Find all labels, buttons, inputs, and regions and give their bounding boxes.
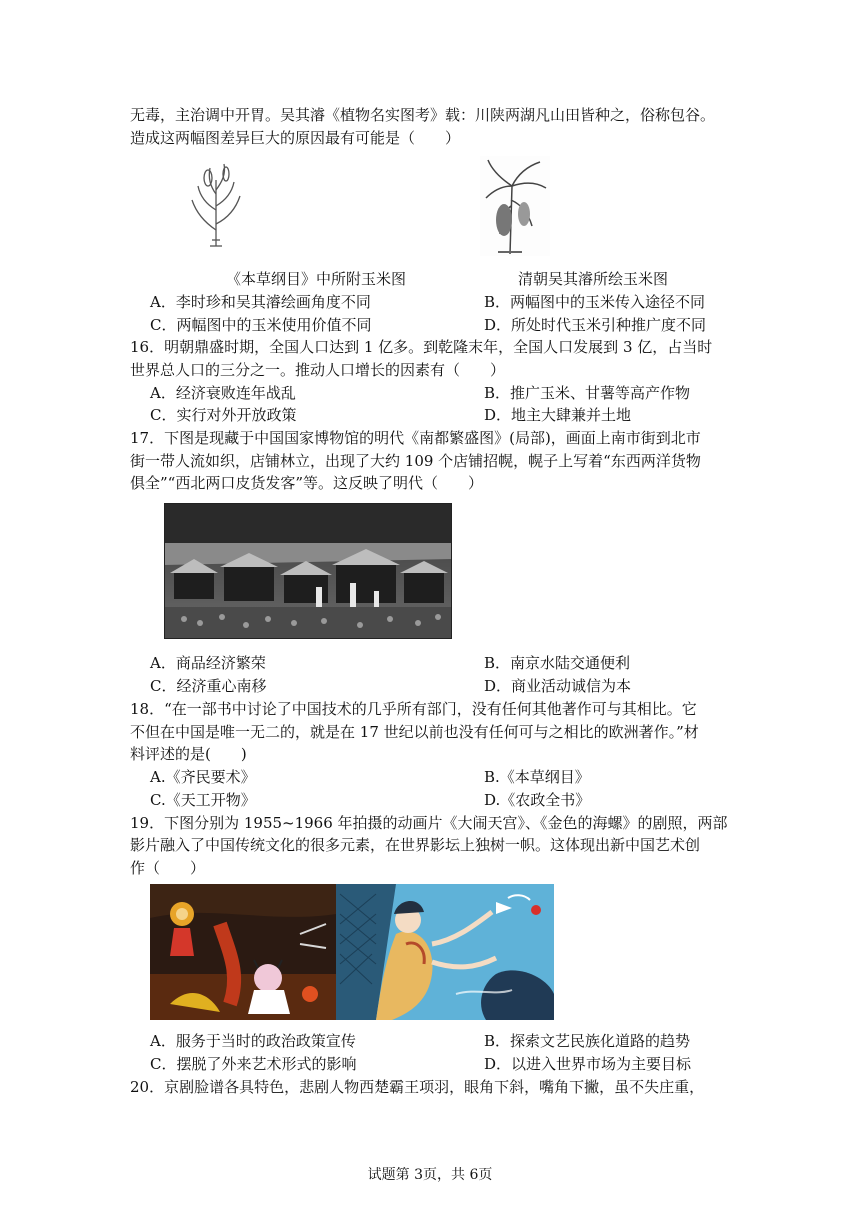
q19-option-d[interactable]: D．以进入世界市场为主要目标 bbox=[484, 1055, 692, 1073]
q19-option-b[interactable]: B．探索文艺民族化道路的趋势 bbox=[484, 1032, 691, 1050]
q16-line-1: 16．明朝鼎盛时期，全国人口达到 1 亿多。到乾隆末年，全国人口发展到 3 亿，占当时 bbox=[130, 338, 713, 356]
q18-line-1: 18．“在一部书中讨论了中国技术的几乎所有部门，没有任何其他著作可与其相比。它 bbox=[130, 700, 697, 718]
q17-option-d[interactable]: D．商业活动诚信为本 bbox=[484, 677, 632, 695]
q15-line-1: 无毒，主治调中开胃。吴其濬《植物名实图考》载：川陕两湖凡山田皆种之，俗称包谷。 bbox=[130, 106, 716, 124]
q15-option-d[interactable]: D．所处时代玉米引种推广度不同 bbox=[484, 316, 707, 334]
bencao-corn-figure bbox=[186, 160, 246, 248]
wuqijun-corn-figure bbox=[480, 156, 550, 256]
q19-option-c[interactable]: C．摆脱了外来艺术形式的影响 bbox=[150, 1055, 357, 1073]
q17-line-2: 街一带人流如织，店铺林立，出现了大约 109 个店铺招幌，幌子上写着“东西两洋货物 bbox=[130, 452, 701, 470]
q19-option-a[interactable]: A．服务于当时的政治政策宣传 bbox=[150, 1032, 356, 1050]
q16-option-a[interactable]: A．经济衰败连年战乱 bbox=[150, 384, 296, 402]
q17-line-3: 俱全”“西北两口皮货发客”等。这反映了明代（ ） bbox=[130, 474, 484, 492]
q16-option-c[interactable]: C．实行对外开放政策 bbox=[150, 406, 297, 424]
q15-option-a[interactable]: A．李时珍和吴其濬绘画角度不同 bbox=[150, 293, 371, 311]
q17-option-a[interactable]: A．商品经济繁荣 bbox=[150, 654, 266, 672]
q15-line-2: 造成这两幅图差异巨大的原因最有可能是（ ） bbox=[130, 129, 461, 147]
q20-line-1: 20．京剧脸谱各具特色，悲剧人物西楚霸王项羽，眼角下斜，嘴角下撇，虽不失庄重， bbox=[130, 1078, 705, 1096]
q16-option-b[interactable]: B．推广玉米、甘薯等高产作物 bbox=[484, 384, 691, 402]
q16-line-2: 世界总人口的三分之一。推动人口增长的因素有（ ） bbox=[130, 361, 506, 379]
q18-option-d[interactable]: D.《农政全书》 bbox=[484, 791, 591, 809]
q17-option-c[interactable]: C．经济重心南移 bbox=[150, 677, 267, 695]
q16-option-d[interactable]: D．地主大肆兼并土地 bbox=[484, 406, 632, 424]
q17-option-b[interactable]: B．南京水陆交通便利 bbox=[484, 654, 631, 672]
q19-line-2: 影片融入了中国传统文化的很多元素，在世界影坛上独树一帜。这体现出新中国艺术创 bbox=[130, 836, 701, 854]
q18-option-b[interactable]: B.《本草纲目》 bbox=[484, 768, 590, 786]
nandu-fanshengtu-painting bbox=[164, 503, 452, 639]
jinsedehailuo-still bbox=[336, 884, 554, 1020]
figure-caption-wuqijun: 清朝吴其濬所绘玉米图 bbox=[518, 270, 669, 288]
q17-line-1: 17．下图是现藏于中国国家博物馆的明代《南都繁盛图》(局部)，画面上南市街到北市 bbox=[130, 429, 701, 447]
q18-line-3: 料评述的是( ) bbox=[130, 745, 247, 763]
q19-line-3: 作（ ） bbox=[130, 859, 206, 877]
q18-option-c[interactable]: C.《天工开物》 bbox=[150, 791, 256, 809]
figure-caption-bencao: 《本草纲目》中所附玉米图 bbox=[226, 270, 407, 288]
q15-option-b[interactable]: B．两幅图中的玉米传入途径不同 bbox=[484, 293, 706, 311]
danaotiangong-still bbox=[150, 884, 336, 1020]
page-footer: 试题第 3页，共 6页 bbox=[367, 1167, 493, 1183]
q19-line-1: 19．下图分别为 1955~1966 年拍摄的动画片《大闹天宫》、《金色的海螺》的剧照，两部 bbox=[130, 814, 728, 832]
q18-option-a[interactable]: A.《齐民要术》 bbox=[150, 768, 256, 786]
q18-line-2: 不但在中国是唯一无二的，就是在 17 世纪以前也没有任何可与之相比的欧洲著作。”材 bbox=[130, 723, 699, 741]
q15-option-c[interactable]: C．两幅图中的玉米使用价值不同 bbox=[150, 316, 372, 334]
